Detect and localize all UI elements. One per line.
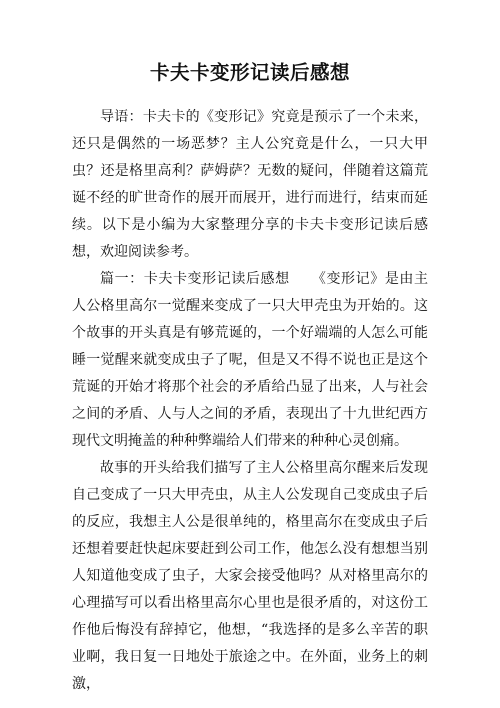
paragraph-part-one: 篇一：卡夫卡变形记读后感想 《变形记》是由主人公格里高尔一觉醒来变成了一只大甲壳虫为开始的。这个故事的开头真是有够荒诞的，一个好端端的人怎么可能睡一觉醒来就变成虫子了呢，但是又不得不说也正是这个荒诞的开始才将那个社会的矛盾给凸显了出来，人与社会之间的矛盾、人与人之间的矛盾，表现出了十九世纪西方现代文明掩盖的种种弊端给人们带来的种种心灵创痛。	[72, 271, 428, 449]
document-page	[72, 56, 428, 698]
document-title: 卡夫卡变形记读后感想	[149, 61, 350, 84]
paragraph-story-opening: 故事的开头给我们描写了主人公格里高尔醒来后发现自己变成了一只大甲壳虫，从主人公发现自己变成虫子后的反应，我想主人公是很单纯的，格里高尔在变成虫子后还想着要赶快起床要赶到公司工作，他怎么没有想想当别人知道他变成了虫子，大家会接受他吗？从对格里高尔的心理描写可以看出格里高尔心里也是很矛盾的，对这份工作他后悔没有辞掉它，他想，“我选择的是多么辛苦的职业啊，我日复一日地处于旅途之中。在外面，业务上的刺激，	[72, 460, 428, 692]
paragraph-intro: 导语：卡夫卡的《变形记》究竟是预示了一个未来，还只是偶然的一场恶梦？主人公究竟是什么，一只大甲虫？还是格里高利？萨姆萨？无数的疑问，伴随着这篇荒诞不经的旷世奇作的展开而展开，进行而进行，结束而延续。以下是小编为大家整理分享的卡夫卡变形记读后感想，欢迎阅读参考。	[72, 109, 428, 260]
